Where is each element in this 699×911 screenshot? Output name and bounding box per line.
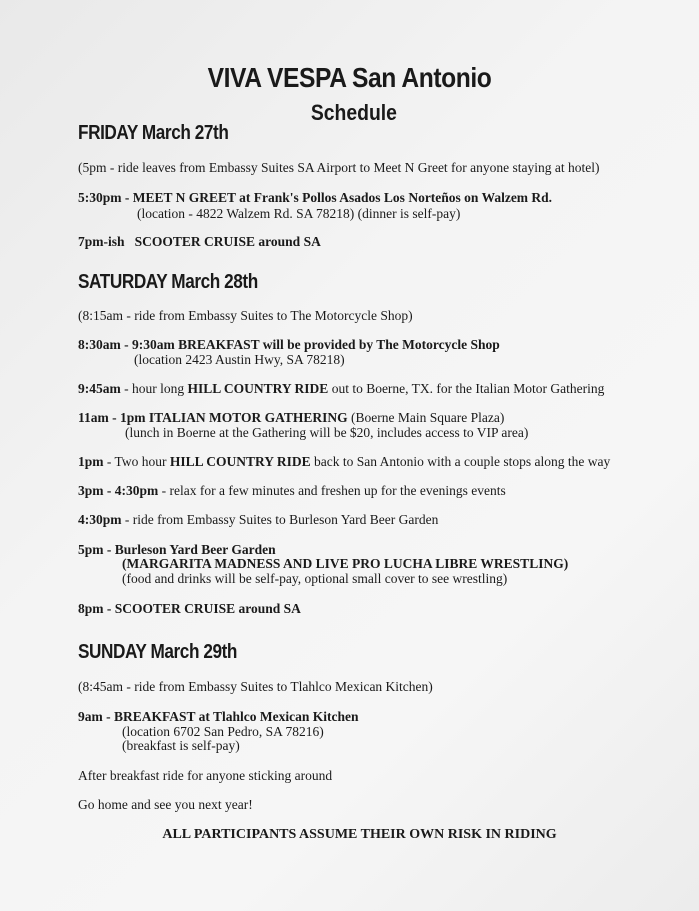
event-time: 7pm-ish <box>78 234 125 249</box>
event-time: 3pm - 4:30pm <box>78 483 159 498</box>
saturday-event-hill-ride <box>78 381 604 397</box>
sunday-event-breakfast <box>78 709 359 725</box>
event-text: out to Boerne, TX. for the Italian Motor Gathering <box>328 381 605 396</box>
event-text: - Two hour <box>103 454 170 469</box>
sunday-event-detail-location: (location 6702 San Pedro, SA 78216) <box>122 724 324 739</box>
event-title: MEET N GREET at Frank's Pollos Asados Los Norteños on Walzem Rd. <box>132 190 553 205</box>
event-title: ITALIAN MOTOR GATHERING <box>148 410 348 425</box>
saturday-event-cruise <box>78 601 301 617</box>
event-time: 9:45am <box>78 381 121 396</box>
event-time: 8pm - SCOOTER CRUISE around SA <box>78 601 301 616</box>
saturday-event-detail: (food and drinks will be self-pay, optional small cover to see wrestling) <box>122 571 508 586</box>
saturday-event-title: (MARGARITA MADNESS AND LIVE PRO LUCHA LIBRE WRESTLING) <box>122 556 569 571</box>
saturday-event-ride-to-beer-garden <box>78 512 438 528</box>
risk-disclaimer: ALL PARTICIPANTS ASSUME THEIR OWN RISK IN RIDING <box>162 827 557 842</box>
sunday-note: (8:45am - ride from Embassy Suites to Tlahlco Mexican Kitchen) <box>78 679 433 694</box>
event-title: HILL COUNTRY RIDE <box>187 381 329 396</box>
event-time: 5pm - Burleson Yard Beer Garden <box>78 542 276 557</box>
saturday-event-relax <box>78 483 506 499</box>
saturday-event-detail: (location 2423 Austin Hwy, SA 78218) <box>134 352 345 367</box>
event-title: BREAKFAST will be provided by The Motorcycle Shop <box>178 337 500 352</box>
page-title: VIVA VESPA San Antonio <box>207 62 492 93</box>
saturday-event-gathering <box>78 410 504 426</box>
event-text: back to San Antonio with a couple stops along the way <box>310 454 611 469</box>
event-title: SCOOTER CRUISE around SA <box>134 234 321 249</box>
day-heading-friday: FRIDAY March 27th <box>78 122 229 144</box>
saturday-event-breakfast <box>78 337 500 353</box>
friday-event-cruise <box>78 234 321 250</box>
event-time: 9am - BREAKFAST at Tlahlco Mexican Kitchen <box>78 709 359 724</box>
event-time: 8:30am - 9:30am <box>78 337 175 352</box>
event-text: - hour long <box>120 381 188 396</box>
event-time: 1pm <box>78 454 104 469</box>
day-heading-sunday: SUNDAY March 29th <box>78 641 238 663</box>
page-subtitle: Schedule <box>310 100 397 125</box>
event-title: HILL COUNTRY RIDE <box>169 454 311 469</box>
saturday-event-ride-back <box>78 454 610 470</box>
event-text: - ride from Embassy Suites to Burleson Yard Beer Garden <box>121 512 439 527</box>
event-time: 4:30pm <box>78 512 122 527</box>
saturday-note: (8:15am - ride from Embassy Suites to The Motorcycle Shop) <box>78 308 413 323</box>
event-text: (Boerne Main Square Plaza) <box>347 410 505 425</box>
event-text: - relax for a few minutes and freshen up for the evenings events <box>158 483 506 498</box>
sunday-after-breakfast: After breakfast ride for anyone sticking around <box>78 768 333 783</box>
event-time: 11am - 1pm <box>78 410 146 425</box>
sunday-event-detail-pay: (breakfast is self-pay) <box>122 738 240 753</box>
friday-event-detail: (location - 4822 Walzem Rd. SA 78218) (dinner is self-pay) <box>137 206 461 221</box>
friday-event-meet-n-greet <box>78 190 552 206</box>
sunday-go-home: Go home and see you next year! <box>78 797 253 812</box>
event-time: 5:30pm - <box>78 190 130 205</box>
saturday-event-detail: (lunch in Boerne at the Gathering will be $20, includes access to VIP area) <box>125 425 529 440</box>
friday-note: (5pm - ride leaves from Embassy Suites SA Airport to Meet N Greet for anyone staying at hotel) <box>78 160 600 175</box>
day-heading-saturday: SATURDAY March 28th <box>78 271 258 293</box>
